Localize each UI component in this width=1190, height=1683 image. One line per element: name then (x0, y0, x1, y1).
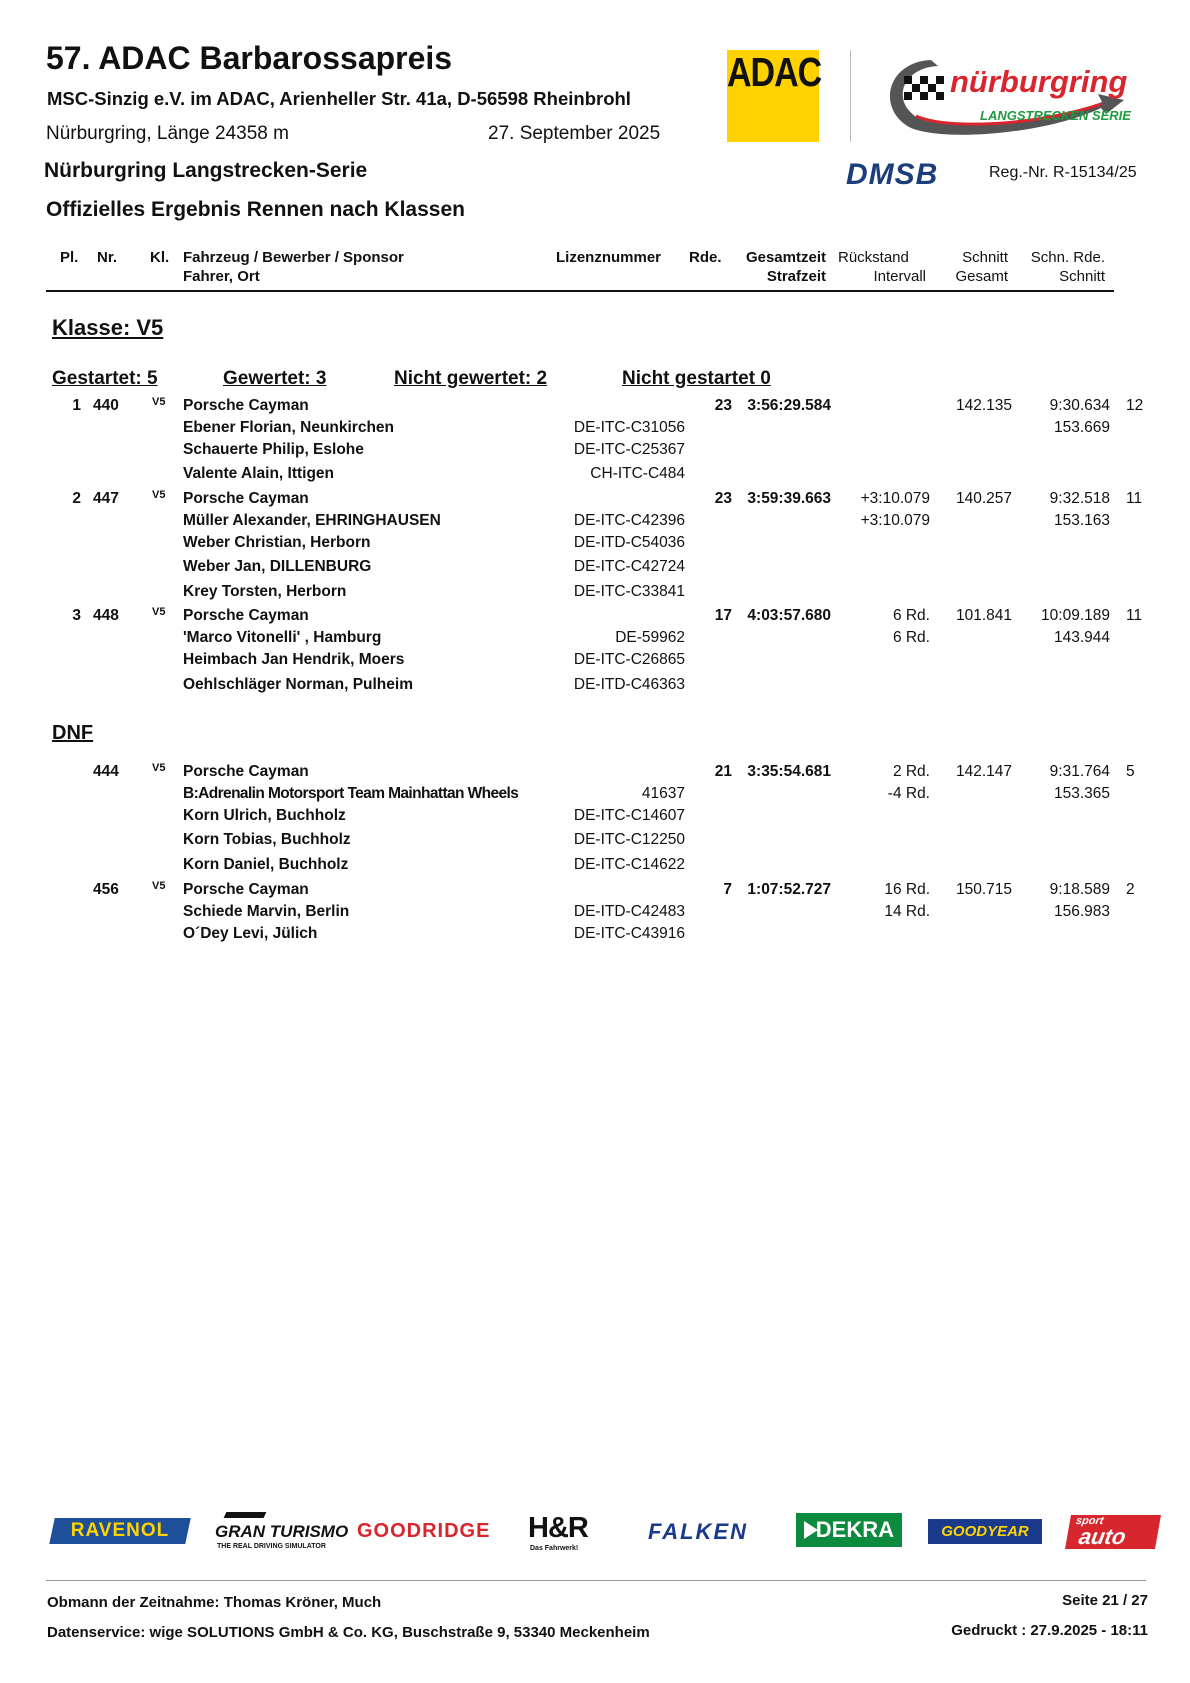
entry-gap: 2 Rd. (892, 763, 930, 780)
adac-logo (727, 50, 822, 142)
registration-number: Reg.-Nr. R-15134/25 (989, 164, 1137, 181)
nurburgring-logo (876, 50, 1146, 145)
stat-gewertet: Gewertet: 3 (223, 368, 327, 389)
entry-class: V5 (152, 762, 166, 774)
col-intervall: Intervall (873, 268, 926, 285)
entry-number: 444 (93, 763, 119, 780)
col-rueckstand: Rückstand (838, 249, 909, 266)
entry-class: V5 (152, 489, 166, 501)
data-service: Datenservice: wige SOLUTIONS GmbH & Co. KG, Buschstraße 9, 53340 Meckenheim (47, 1624, 650, 1641)
ravenol-logo: RAVENOL (49, 1518, 191, 1544)
entry-best-lap-time: 9:31.764 (1049, 763, 1110, 780)
entry-car: Porsche Cayman (183, 490, 309, 507)
stat-nicht-gewertet: Nicht gewertet: 2 (394, 368, 548, 389)
sponsor-bar (50, 1510, 1160, 1560)
entry-total-time: 3:35:54.681 (747, 763, 831, 780)
entry-best-lap-speed: 153.669 (1053, 419, 1110, 436)
entry-laps: 7 (723, 881, 732, 898)
entry-interval: 14 Rd. (884, 903, 930, 920)
entry-number: 447 (93, 490, 119, 507)
entry-class: V5 (152, 880, 166, 892)
entry-total-time: 3:59:39.663 (747, 490, 831, 507)
entry-sponsor-license: 41637 (641, 785, 685, 802)
driver-license: DE-59962 (615, 629, 685, 646)
entry-best-lap-speed: 153.365 (1053, 785, 1110, 802)
col-schnitt: Schnitt (962, 249, 1008, 266)
logo-divider (850, 50, 851, 142)
driver-license: DE-ITC-C43916 (573, 925, 685, 942)
result-title: Offizielles Ergebnis Rennen nach Klassen (46, 198, 465, 221)
goodyear-logo: GOODYEAR (928, 1519, 1042, 1544)
driver-license: DE-ITD-C54036 (573, 534, 685, 551)
header-rule (46, 290, 1114, 292)
series-name: Nürburgring Langstrecken-Serie (44, 159, 368, 182)
entry-best-lap-speed: 153.163 (1053, 512, 1110, 529)
driver-license: DE-ITD-C46363 (573, 676, 685, 693)
entry-interval: 6 Rd. (892, 629, 930, 646)
driver-license: DE-ITC-C42724 (573, 558, 685, 575)
entry-place: 2 (72, 490, 81, 507)
page-number: Seite 21 / 27 (1062, 1592, 1148, 1609)
entry-gap: +3:10.079 (860, 490, 930, 507)
driver-name: Schauerte Philip, Eslohe (183, 441, 364, 458)
entry-laps: 23 (714, 397, 732, 414)
col-gesamtzeit: Gesamtzeit (745, 249, 826, 266)
driver-license: DE-ITC-C26865 (573, 651, 685, 668)
driver-name: Korn Tobias, Buchholz (183, 831, 351, 848)
entry-car: Porsche Cayman (183, 607, 309, 624)
printed-date: Gedruckt : 27.9.2025 - 18:11 (951, 1622, 1148, 1639)
driver-license: DE-ITC-C25367 (573, 441, 685, 458)
page-title: 57. ADAC Barbarossapreis (46, 40, 453, 76)
entry-avg-speed: 150.715 (955, 881, 1012, 898)
driver-name: Valente Alain, Ittigen (183, 465, 335, 482)
hr-logo: H&R Das Fahrwerk! (528, 1512, 588, 1552)
sport-auto-logo: sport auto (1065, 1515, 1161, 1549)
entry-best-lap-time: 9:30.634 (1049, 397, 1110, 414)
adac-logo-text: ADAC (727, 50, 822, 96)
dmsb-logo: DMSB (846, 158, 939, 191)
entry-car: Porsche Cayman (183, 397, 309, 414)
driver-license: DE-ITD-C42483 (573, 903, 685, 920)
dnf-heading: DNF (52, 722, 94, 744)
col-fahrzeug: Fahrzeug / Bewerber / Sponsor (183, 249, 404, 266)
entry-sponsor: B:Adrenalin Motorsport Team Mainhattan Wheels (183, 785, 518, 802)
entry-laps: 21 (714, 763, 732, 780)
entry-class: V5 (152, 606, 166, 618)
entry-best-lap-number: 5 (1126, 763, 1135, 780)
entry-place: 3 (72, 607, 81, 624)
driver-name: Krey Torsten, Herborn (183, 583, 347, 600)
entry-number: 440 (93, 397, 119, 414)
entry-class: V5 (152, 396, 166, 408)
col-nr: Nr. (97, 249, 118, 266)
entry-laps: 17 (714, 607, 732, 624)
entry-car: Porsche Cayman (183, 763, 309, 780)
entry-best-lap-time: 9:18.589 (1049, 881, 1110, 898)
class-heading: Klasse: V5 (52, 315, 164, 340)
entry-best-lap-speed: 156.983 (1053, 903, 1110, 920)
entry-best-lap-number: 2 (1126, 881, 1135, 898)
stat-gestartet: Gestartet: 5 (52, 368, 158, 389)
col-kl: Kl. (150, 249, 170, 266)
driver-license: DE-ITC-C31056 (573, 419, 685, 436)
driver-name: Ebener Florian, Neunkirchen (183, 419, 395, 436)
entry-car: Porsche Cayman (183, 881, 309, 898)
driver-license: DE-ITC-C14622 (573, 856, 685, 873)
entry-gap: 6 Rd. (892, 607, 930, 624)
timekeeper: Obmann der Zeitnahme: Thomas Kröner, Much (47, 1594, 382, 1611)
driver-name: Schiede Marvin, Berlin (183, 903, 350, 920)
stat-nicht-gestartet: Nicht gestartet 0 (622, 368, 771, 389)
goodridge-logo: GOODRIDGE (357, 1520, 491, 1542)
entry-avg-speed: 142.135 (955, 397, 1012, 414)
driver-license: DE-ITC-C42396 (573, 512, 685, 529)
driver-name: Müller Alexander, EHRINGHAUSEN (183, 512, 441, 529)
nurburgring-logo-text: nürburgring (950, 64, 1128, 99)
entry-best-lap-number: 11 (1126, 490, 1143, 507)
driver-name: O´Dey Levi, Jülich (183, 925, 318, 942)
driver-license: DE-ITC-C33841 (573, 583, 685, 600)
driver-license: CH-ITC-C484 (590, 465, 685, 482)
entry-best-lap-speed: 143.944 (1053, 629, 1110, 646)
gran-turismo-logo: GRAN TURISMO THE REAL DRIVING SIMULATOR (215, 1512, 345, 1558)
entry-best-lap-time: 10:09.189 (1041, 607, 1110, 624)
driver-name: Korn Ulrich, Buchholz (183, 807, 346, 824)
entry-total-time: 1:07:52.727 (747, 881, 831, 898)
entry-interval: -4 Rd. (887, 785, 930, 802)
col-lizenz: Lizenznummer (556, 249, 662, 266)
nurburgring-logo-subtext: LANGSTRECKEN SERIE (980, 108, 1131, 123)
venue: Nürburgring, Länge 24358 m (46, 123, 289, 144)
col-strafzeit: Strafzeit (766, 268, 826, 285)
driver-name: Heimbach Jan Hendrik, Moers (183, 651, 405, 668)
entry-avg-speed: 142.147 (955, 763, 1012, 780)
col-schnitt-gesamt: Gesamt (955, 268, 1008, 285)
entry-total-time: 3:56:29.584 (747, 397, 831, 414)
driver-license: DE-ITC-C12250 (573, 831, 685, 848)
col-schnitt2: Schnitt (1059, 268, 1105, 285)
entry-gap: 16 Rd. (884, 881, 930, 898)
driver-license: DE-ITC-C14607 (573, 807, 685, 824)
organizer: MSC-Sinzig e.V. im ADAC, Arienheller Str. 41a, D-56598 Rheinbrohl (47, 88, 631, 109)
col-fahrer: Fahrer, Ort (183, 268, 260, 285)
col-pl: Pl. (60, 249, 79, 266)
dekra-logo: DEKRA (796, 1513, 902, 1547)
driver-name: Weber Christian, Herborn (183, 534, 371, 551)
event-date: 27. September 2025 (488, 123, 661, 144)
driver-name: 'Marco Vitonelli' , Hamburg (183, 629, 382, 646)
entry-best-lap-number: 12 (1126, 397, 1144, 414)
entry-total-time: 4:03:57.680 (747, 607, 831, 624)
entry-number: 456 (93, 881, 119, 898)
entry-interval: +3:10.079 (860, 512, 930, 529)
entry-best-lap-number: 11 (1126, 607, 1143, 624)
driver-name: Oehlschläger Norman, Pulheim (183, 676, 413, 693)
driver-name: Weber Jan, DILLENBURG (183, 558, 372, 575)
footer-rule (46, 1580, 1146, 1581)
entry-number: 448 (93, 607, 119, 624)
driver-name: Korn Daniel, Buchholz (183, 856, 349, 873)
entry-best-lap-time: 9:32.518 (1049, 490, 1110, 507)
falken-logo: FALKEN (648, 1519, 748, 1544)
col-schn-rde: Schn. Rde. (1030, 249, 1105, 266)
entry-place: 1 (72, 397, 81, 414)
col-rde: Rde. (689, 249, 722, 266)
entry-avg-speed: 140.257 (955, 490, 1012, 507)
entry-laps: 23 (714, 490, 732, 507)
entry-avg-speed: 101.841 (955, 607, 1012, 624)
